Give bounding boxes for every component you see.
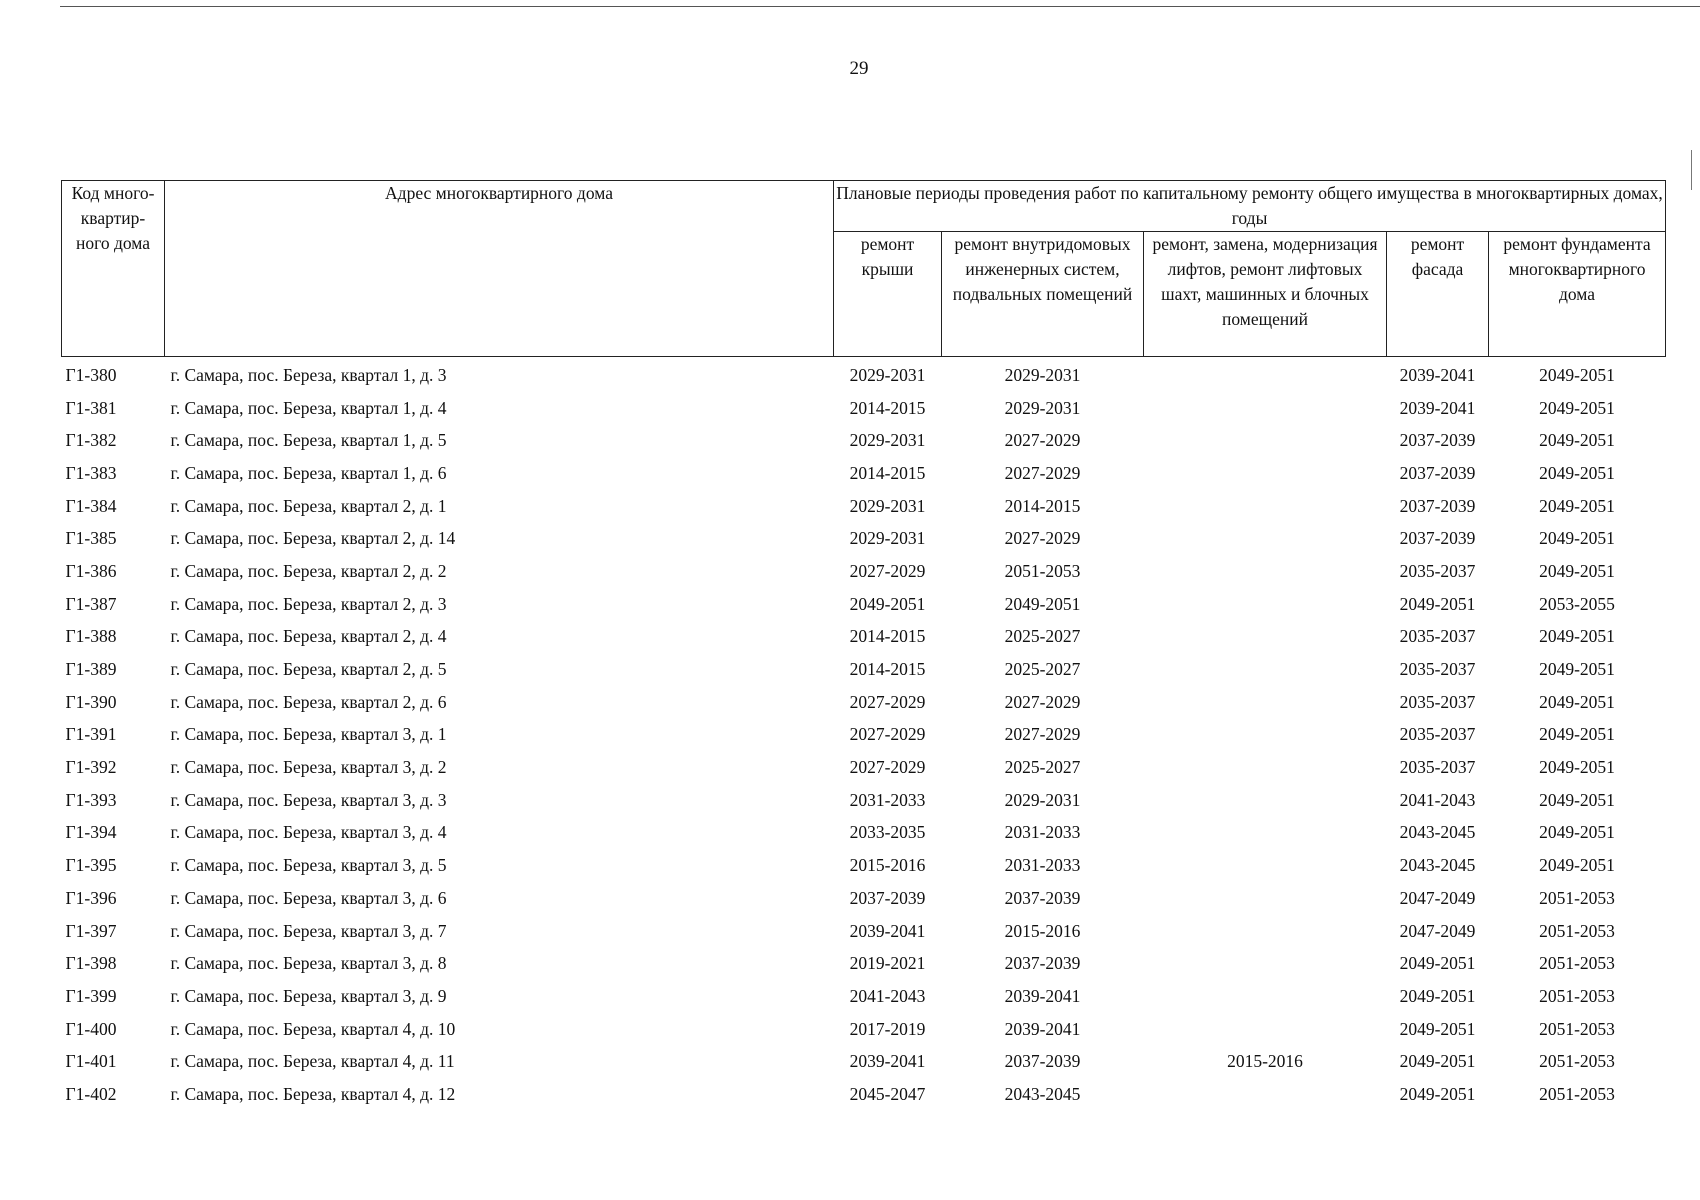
cell-lifts bbox=[1144, 751, 1387, 784]
cell-foundation: 2049-2051 bbox=[1539, 528, 1615, 549]
cell-engineering: 2029-2031 bbox=[1004, 789, 1081, 810]
table-row bbox=[62, 817, 1666, 850]
cell-foundation: 2049-2051 bbox=[1539, 757, 1615, 778]
cell-address: г. Самара, пос. Береза, квартал 4, д. 10 bbox=[170, 1018, 456, 1039]
cell-lifts bbox=[1144, 849, 1387, 882]
cell-facade: 2049-2051 bbox=[1399, 593, 1476, 614]
table-body bbox=[62, 357, 1666, 1111]
cell-roof: 2027-2029 bbox=[849, 691, 926, 712]
cell-engineering: 2025-2027 bbox=[1004, 659, 1081, 680]
cell-facade: 2049-2051 bbox=[1399, 1083, 1476, 1104]
cell-address: г. Самара, пос. Береза, квартал 3, д. 5 bbox=[170, 855, 447, 876]
cell-code: Г1-393 bbox=[65, 789, 117, 810]
cell-facade: 2039-2041 bbox=[1399, 364, 1476, 385]
cell-roof: 2031-2033 bbox=[849, 789, 926, 810]
cell-roof: 2039-2041 bbox=[849, 920, 926, 941]
cell-roof: 2017-2019 bbox=[849, 1018, 926, 1039]
cell-address: г. Самара, пос. Береза, квартал 1, д. 6 bbox=[170, 462, 447, 483]
table-row bbox=[62, 392, 1666, 425]
cell-code: Г1-387 bbox=[65, 593, 117, 614]
cell-code: Г1-391 bbox=[65, 724, 117, 745]
cell-code: Г1-396 bbox=[65, 887, 117, 908]
cell-engineering: 2027-2029 bbox=[1004, 462, 1081, 483]
cell-engineering: 2014-2015 bbox=[1004, 495, 1081, 516]
cell-facade: 2039-2041 bbox=[1399, 397, 1476, 418]
cell-engineering: 2025-2027 bbox=[1004, 626, 1081, 647]
table-row bbox=[62, 653, 1666, 686]
cell-lifts bbox=[1144, 555, 1387, 588]
cell-roof: 2037-2039 bbox=[849, 887, 926, 908]
cell-address: г. Самара, пос. Береза, квартал 3, д. 1 bbox=[170, 724, 447, 745]
cell-engineering: 2039-2041 bbox=[1004, 985, 1081, 1006]
cell-address: г. Самара, пос. Береза, квартал 1, д. 3 bbox=[170, 364, 447, 385]
table-row bbox=[62, 522, 1666, 555]
cell-address: г. Самара, пос. Береза, квартал 4, д. 12 bbox=[170, 1083, 456, 1104]
cell-address: г. Самара, пос. Береза, квартал 2, д. 4 bbox=[170, 626, 447, 647]
cell-facade: 2037-2039 bbox=[1399, 528, 1476, 549]
table-row bbox=[62, 882, 1666, 915]
cell-code: Г1-389 bbox=[65, 659, 117, 680]
cell-engineering: 2037-2039 bbox=[1004, 1051, 1081, 1072]
cell-engineering: 2049-2051 bbox=[1004, 593, 1081, 614]
cell-code: Г1-399 bbox=[65, 985, 117, 1006]
cell-code: Г1-388 bbox=[65, 626, 117, 647]
cell-address: г. Самара, пос. Береза, квартал 3, д. 4 bbox=[170, 822, 447, 843]
cell-address: г. Самара, пос. Береза, квартал 1, д. 5 bbox=[170, 430, 447, 451]
cell-facade: 2049-2051 bbox=[1399, 1051, 1476, 1072]
cell-address: г. Самара, пос. Береза, квартал 3, д. 7 bbox=[170, 920, 447, 941]
cell-roof: 2014-2015 bbox=[849, 659, 926, 680]
cell-facade: 2041-2043 bbox=[1399, 789, 1476, 810]
cell-address: г. Самара, пос. Береза, квартал 3, д. 3 bbox=[170, 789, 447, 810]
cell-foundation: 2049-2051 bbox=[1539, 560, 1615, 581]
cell-lifts bbox=[1144, 490, 1387, 523]
table-row bbox=[62, 490, 1666, 523]
table-row bbox=[62, 588, 1666, 621]
table-row bbox=[62, 1013, 1666, 1046]
cell-engineering: 2051-2053 bbox=[1004, 560, 1081, 581]
cell-lifts bbox=[1144, 522, 1387, 555]
cell-address: г. Самара, пос. Береза, квартал 3, д. 9 bbox=[170, 985, 447, 1006]
cell-foundation: 2049-2051 bbox=[1539, 495, 1615, 516]
cell-lifts bbox=[1144, 653, 1387, 686]
cell-foundation: 2049-2051 bbox=[1539, 364, 1615, 385]
cell-code: Г1-401 bbox=[65, 1051, 117, 1072]
cell-roof: 2027-2029 bbox=[849, 724, 926, 745]
cell-lifts bbox=[1144, 1013, 1387, 1046]
header-planned-periods: Плановые периоды проведения работ по капитальному ремонту общего имущества в многоквартирных домах, годы bbox=[834, 181, 1666, 232]
cell-lifts bbox=[1144, 784, 1387, 817]
cell-facade: 2037-2039 bbox=[1399, 495, 1476, 516]
header-engineering: ремонт внутридомовых инженерных систем, подвальных помещений bbox=[942, 232, 1144, 357]
cell-engineering: 2015-2016 bbox=[1004, 920, 1081, 941]
cell-code: Г1-384 bbox=[65, 495, 117, 516]
cell-lifts bbox=[1144, 1078, 1387, 1111]
cell-address: г. Самара, пос. Береза, квартал 1, д. 4 bbox=[170, 397, 447, 418]
cell-lifts bbox=[1144, 357, 1387, 392]
cell-code: Г1-394 bbox=[65, 822, 117, 843]
header-code: Код много-квартир-ного дома bbox=[62, 181, 165, 357]
cell-foundation: 2049-2051 bbox=[1539, 691, 1615, 712]
cell-foundation: 2051-2053 bbox=[1539, 1051, 1615, 1072]
capital-repair-table bbox=[61, 180, 1666, 1111]
table-header bbox=[62, 181, 1666, 357]
cell-lifts: 2015-2016 bbox=[1227, 1051, 1303, 1072]
table-row bbox=[62, 719, 1666, 752]
cell-roof: 2027-2029 bbox=[849, 757, 926, 778]
cell-engineering: 2027-2029 bbox=[1004, 528, 1081, 549]
cell-foundation: 2051-2053 bbox=[1539, 920, 1615, 941]
table-row bbox=[62, 980, 1666, 1013]
cell-address: г. Самара, пос. Береза, квартал 2, д. 14 bbox=[170, 528, 456, 549]
cell-foundation: 2051-2053 bbox=[1539, 1083, 1615, 1104]
cell-lifts bbox=[1144, 719, 1387, 752]
cell-roof: 2029-2031 bbox=[849, 528, 926, 549]
cell-engineering: 2043-2045 bbox=[1004, 1083, 1081, 1104]
header-roof: ремонт крыши bbox=[834, 232, 942, 357]
table-row bbox=[62, 751, 1666, 784]
cell-lifts bbox=[1144, 424, 1387, 457]
table-row bbox=[62, 621, 1666, 654]
cell-foundation: 2051-2053 bbox=[1539, 1018, 1615, 1039]
cell-facade: 2035-2037 bbox=[1399, 757, 1476, 778]
table-row bbox=[62, 424, 1666, 457]
table-row bbox=[62, 915, 1666, 948]
cell-address: г. Самара, пос. Береза, квартал 2, д. 3 bbox=[170, 593, 447, 614]
cell-engineering: 2025-2027 bbox=[1004, 757, 1081, 778]
cell-facade: 2035-2037 bbox=[1399, 560, 1476, 581]
cell-code: Г1-402 bbox=[65, 1083, 117, 1104]
cell-roof: 2014-2015 bbox=[849, 626, 926, 647]
cell-foundation: 2053-2055 bbox=[1539, 593, 1615, 614]
cell-foundation: 2049-2051 bbox=[1539, 659, 1615, 680]
cell-foundation: 2051-2053 bbox=[1539, 953, 1615, 974]
cell-roof: 2027-2029 bbox=[849, 560, 926, 581]
cell-foundation: 2049-2051 bbox=[1539, 724, 1615, 745]
cell-engineering: 2031-2033 bbox=[1004, 855, 1081, 876]
cell-address: г. Самара, пос. Береза, квартал 3, д. 8 bbox=[170, 953, 447, 974]
cell-foundation: 2049-2051 bbox=[1539, 626, 1615, 647]
cell-engineering: 2031-2033 bbox=[1004, 822, 1081, 843]
cell-lifts bbox=[1144, 621, 1387, 654]
cell-code: Г1-383 bbox=[65, 462, 117, 483]
cell-lifts bbox=[1144, 817, 1387, 850]
top-rule bbox=[60, 6, 1700, 7]
cell-facade: 2043-2045 bbox=[1399, 855, 1476, 876]
cell-engineering: 2037-2039 bbox=[1004, 887, 1081, 908]
cell-lifts bbox=[1144, 392, 1387, 425]
cell-address: г. Самара, пос. Береза, квартал 2, д. 2 bbox=[170, 560, 447, 581]
cell-facade: 2049-2051 bbox=[1399, 953, 1476, 974]
cell-address: г. Самара, пос. Береза, квартал 2, д. 5 bbox=[170, 659, 447, 680]
cell-facade: 2047-2049 bbox=[1399, 887, 1476, 908]
table-row bbox=[62, 686, 1666, 719]
header-lifts: ремонт, замена, модернизация лифтов, ремонт лифтовых шахт, машинных и блочных помещений bbox=[1144, 232, 1387, 357]
header-facade: ремонт фасада bbox=[1387, 232, 1489, 357]
cell-lifts bbox=[1144, 980, 1387, 1013]
cell-facade: 2037-2039 bbox=[1399, 462, 1476, 483]
cell-foundation: 2049-2051 bbox=[1539, 789, 1615, 810]
cell-facade: 2035-2037 bbox=[1399, 724, 1476, 745]
cell-address: г. Самара, пос. Береза, квартал 2, д. 1 bbox=[170, 495, 447, 516]
cell-engineering: 2027-2029 bbox=[1004, 691, 1081, 712]
page-number: 29 bbox=[849, 58, 869, 79]
cell-roof: 2019-2021 bbox=[849, 953, 926, 974]
cell-facade: 2047-2049 bbox=[1399, 920, 1476, 941]
cell-foundation: 2049-2051 bbox=[1539, 462, 1615, 483]
cell-address: г. Самара, пос. Береза, квартал 2, д. 6 bbox=[170, 691, 447, 712]
cell-engineering: 2027-2029 bbox=[1004, 724, 1081, 745]
cell-foundation: 2049-2051 bbox=[1539, 430, 1615, 451]
cell-engineering: 2029-2031 bbox=[1004, 397, 1081, 418]
cell-code: Г1-380 bbox=[65, 364, 117, 385]
cell-roof: 2029-2031 bbox=[849, 430, 926, 451]
cell-engineering: 2027-2029 bbox=[1004, 430, 1081, 451]
table-row bbox=[62, 849, 1666, 882]
cell-facade: 2043-2045 bbox=[1399, 822, 1476, 843]
table-row bbox=[62, 784, 1666, 817]
cell-facade: 2049-2051 bbox=[1399, 985, 1476, 1006]
cell-code: Г1-398 bbox=[65, 953, 117, 974]
table-row bbox=[62, 357, 1666, 392]
cell-code: Г1-392 bbox=[65, 757, 117, 778]
cell-facade: 2035-2037 bbox=[1399, 659, 1476, 680]
cell-engineering: 2029-2031 bbox=[1004, 364, 1081, 385]
cell-foundation: 2051-2053 bbox=[1539, 887, 1615, 908]
cell-lifts bbox=[1144, 882, 1387, 915]
cell-foundation: 2049-2051 bbox=[1539, 397, 1615, 418]
cell-code: Г1-382 bbox=[65, 430, 117, 451]
table-row bbox=[62, 947, 1666, 980]
cell-code: Г1-390 bbox=[65, 691, 117, 712]
cell-facade: 2037-2039 bbox=[1399, 430, 1476, 451]
cell-address: г. Самара, пос. Береза, квартал 4, д. 11 bbox=[170, 1051, 455, 1072]
table-row bbox=[62, 457, 1666, 490]
cell-lifts bbox=[1144, 588, 1387, 621]
cell-engineering: 2039-2041 bbox=[1004, 1018, 1081, 1039]
cell-roof: 2014-2015 bbox=[849, 397, 926, 418]
cell-code: Г1-395 bbox=[65, 855, 117, 876]
cell-code: Г1-386 bbox=[65, 560, 117, 581]
cell-foundation: 2049-2051 bbox=[1539, 855, 1615, 876]
cell-foundation: 2051-2053 bbox=[1539, 985, 1615, 1006]
cell-lifts bbox=[1144, 947, 1387, 980]
cell-lifts bbox=[1144, 915, 1387, 948]
cell-address: г. Самара, пос. Береза, квартал 3, д. 6 bbox=[170, 887, 447, 908]
cell-code: Г1-400 bbox=[65, 1018, 117, 1039]
header-address: Адрес многоквартирного дома bbox=[165, 181, 834, 357]
cell-roof: 2029-2031 bbox=[849, 364, 926, 385]
cell-code: Г1-381 bbox=[65, 397, 117, 418]
cell-roof: 2033-2035 bbox=[849, 822, 926, 843]
cell-code: Г1-385 bbox=[65, 528, 117, 549]
cell-facade: 2035-2037 bbox=[1399, 626, 1476, 647]
table-row bbox=[62, 555, 1666, 588]
cell-lifts bbox=[1144, 686, 1387, 719]
scan-edge-mark bbox=[1691, 150, 1692, 190]
table-row bbox=[62, 1045, 1666, 1078]
cell-address: г. Самара, пос. Береза, квартал 3, д. 2 bbox=[170, 757, 447, 778]
cell-roof: 2045-2047 bbox=[849, 1083, 926, 1104]
cell-code: Г1-397 bbox=[65, 920, 117, 941]
cell-roof: 2014-2015 bbox=[849, 462, 926, 483]
cell-roof: 2041-2043 bbox=[849, 985, 926, 1006]
cell-roof: 2039-2041 bbox=[849, 1051, 926, 1072]
header-foundation: ремонт фундамента многоквартирного дома bbox=[1489, 232, 1666, 357]
table-row bbox=[62, 1078, 1666, 1111]
cell-roof: 2049-2051 bbox=[849, 593, 926, 614]
cell-engineering: 2037-2039 bbox=[1004, 953, 1081, 974]
cell-facade: 2035-2037 bbox=[1399, 691, 1476, 712]
cell-roof: 2015-2016 bbox=[849, 855, 926, 876]
cell-roof: 2029-2031 bbox=[849, 495, 926, 516]
cell-lifts bbox=[1144, 457, 1387, 490]
cell-facade: 2049-2051 bbox=[1399, 1018, 1476, 1039]
cell-foundation: 2049-2051 bbox=[1539, 822, 1615, 843]
